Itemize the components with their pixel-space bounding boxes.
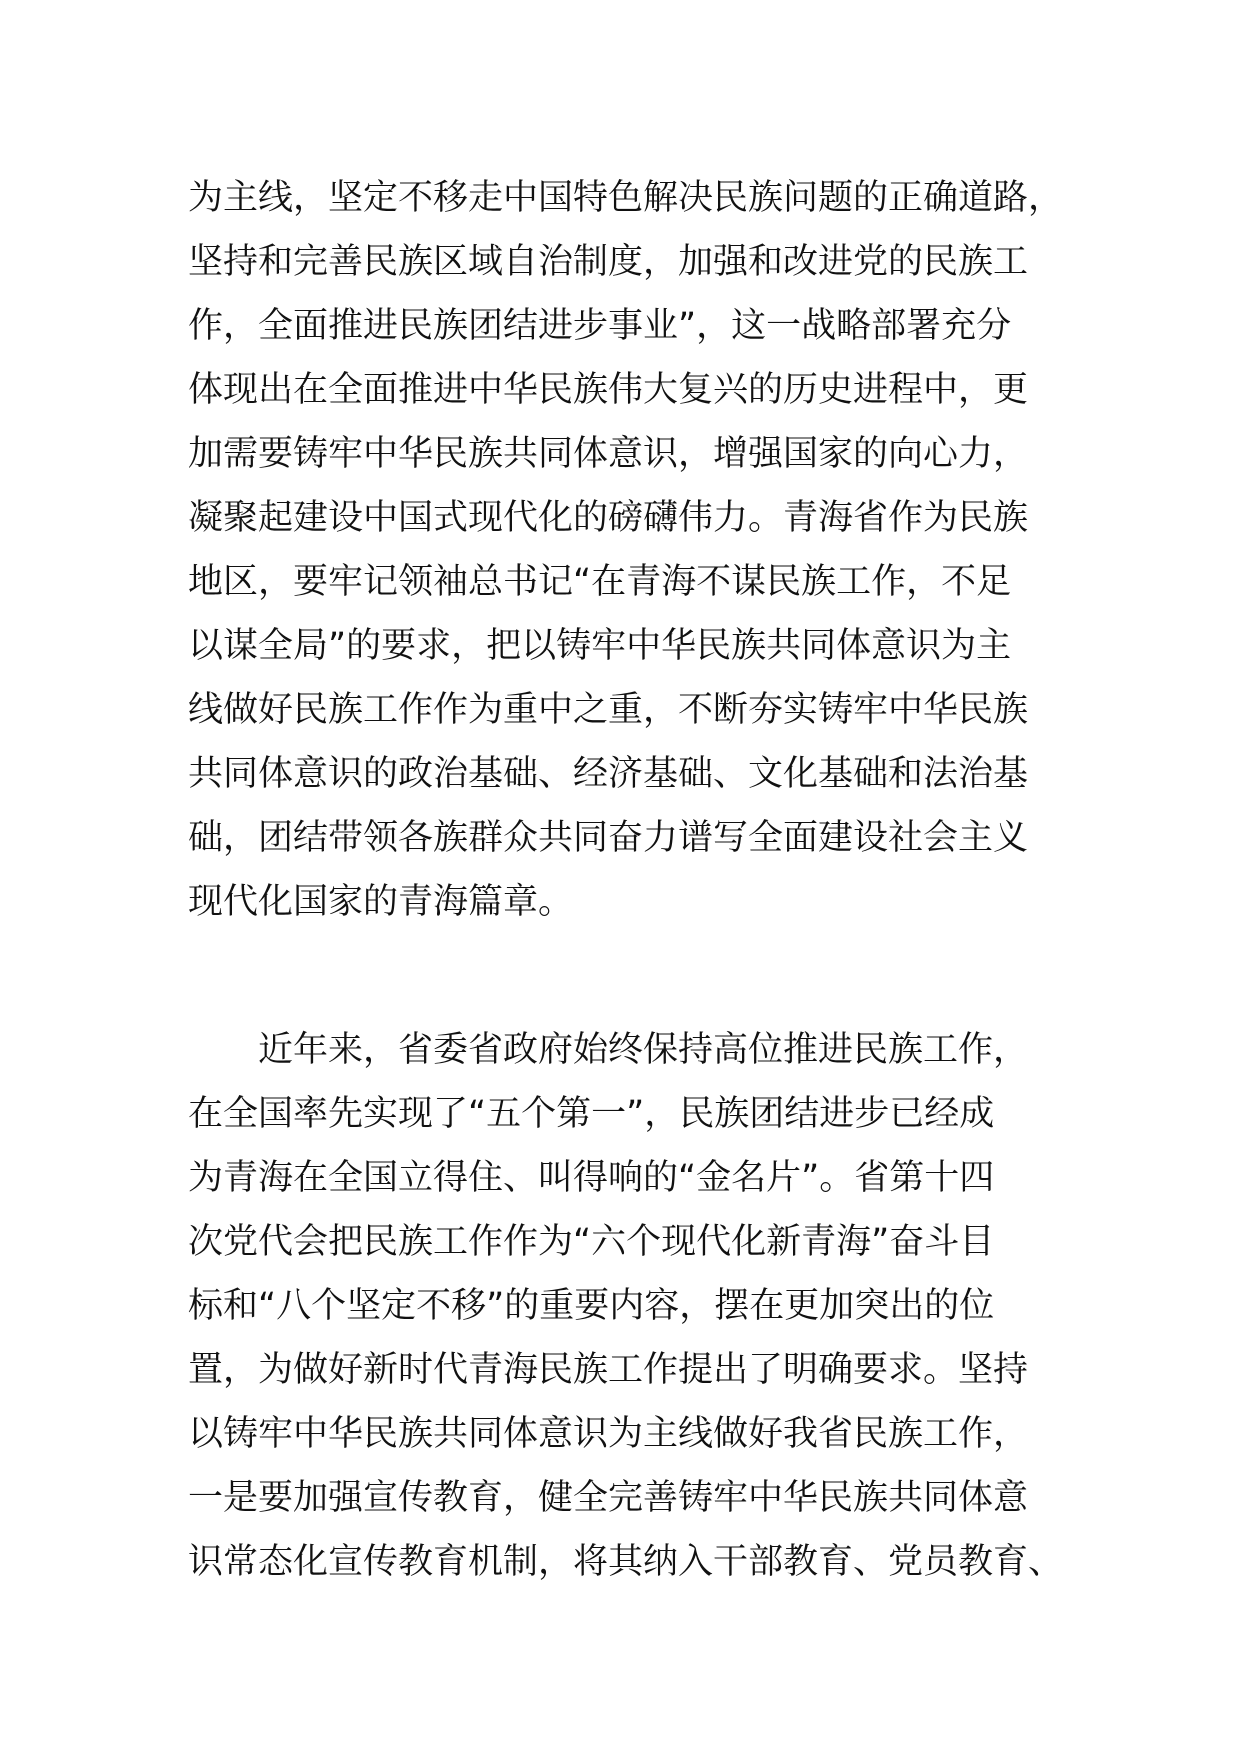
paragraph-line: 共同体意识的政治基础、经济基础、文化基础和法治基 bbox=[188, 754, 1029, 794]
paragraph-line: 置，为做好新时代青海民族工作提出了明确要求。坚持 bbox=[188, 1350, 1029, 1390]
paragraph-line: 作，全面推进民族团结进步事业”，这一战略部署充分 bbox=[188, 306, 1012, 346]
paragraph-line: 现代化国家的青海篇章。 bbox=[188, 882, 574, 922]
paragraph-line: 线做好民族工作作为重中之重，不断夯实铸牢中华民族 bbox=[188, 690, 1029, 730]
paragraph-1 bbox=[188, 166, 1088, 934]
paragraph-line: 为主线，坚定不移走中国特色解决民族问题的正确道路， bbox=[188, 178, 1064, 218]
paragraph-line: 在全国率先实现了“五个第一”，民族团结进步已经成 bbox=[188, 1094, 995, 1134]
paragraph-line: 一是要加强宣传教育，健全完善铸牢中华民族共同体意 bbox=[188, 1478, 1029, 1518]
paragraph-line: 近年来，省委省政府始终保持高位推进民族工作， bbox=[188, 1030, 1029, 1070]
paragraph-line: 础，团结带领各族群众共同奋力谱写全面建设社会主义 bbox=[188, 818, 1029, 858]
paragraph-line: 加需要铸牢中华民族共同体意识，增强国家的向心力， bbox=[188, 434, 1029, 474]
paragraph-line: 体现出在全面推进中华民族伟大复兴的历史进程中，更 bbox=[188, 370, 1029, 410]
paragraph-line: 坚持和完善民族区域自治制度，加强和改进党的民族工 bbox=[188, 242, 1029, 282]
paragraph-line: 地区，要牢记领袖总书记“在青海不谋民族工作，不足 bbox=[188, 562, 1012, 602]
paragraph-line: 标和“八个坚定不移”的重要内容，摆在更加突出的位 bbox=[188, 1286, 995, 1326]
paragraph-line: 识常态化宣传教育机制，将其纳入干部教育、党员教育、 bbox=[188, 1542, 1064, 1582]
paragraph-line: 以铸牢中华民族共同体意识为主线做好我省民族工作， bbox=[188, 1414, 1029, 1454]
paragraph-2 bbox=[188, 1018, 1088, 1594]
paragraph-line: 为青海在全国立得住、叫得响的“金名片”。省第十四 bbox=[188, 1158, 995, 1198]
paragraph-line: 次党代会把民族工作作为“六个现代化新青海”奋斗目 bbox=[188, 1222, 995, 1262]
paragraph-line: 凝聚起建设中国式现代化的磅礴伟力。青海省作为民族 bbox=[188, 498, 1029, 538]
paragraph-line: 以谋全局”的要求，把以铸牢中华民族共同体意识为主 bbox=[188, 626, 1012, 666]
